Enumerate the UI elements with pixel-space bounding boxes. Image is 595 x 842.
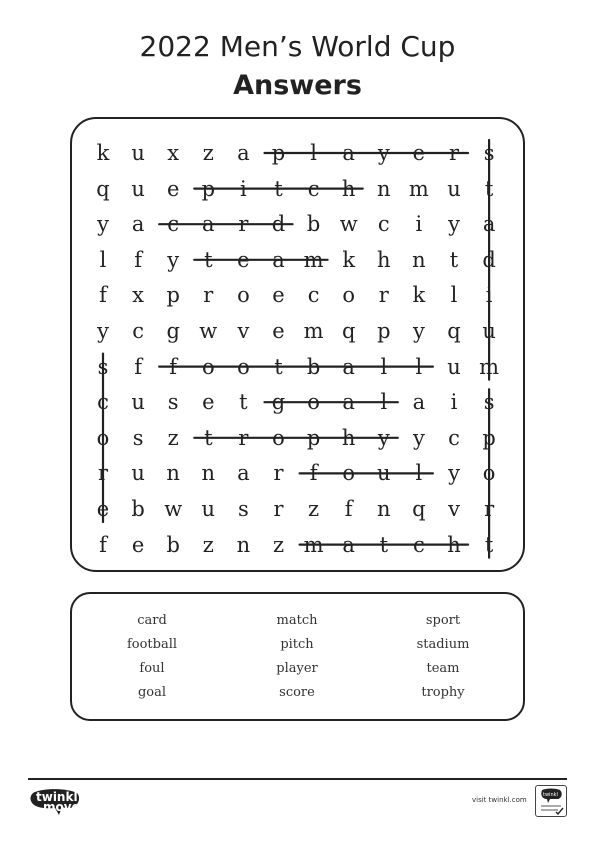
word-list-item: goal	[137, 685, 167, 700]
grid-letter: a	[237, 461, 250, 486]
grid-letter: z	[202, 141, 214, 165]
grid-letter: q	[341, 319, 356, 343]
grid-letter: p	[271, 141, 286, 165]
page-subtitle: Answers	[233, 70, 362, 101]
grid-letter: i	[415, 212, 423, 237]
badge-text: twinkl	[543, 792, 558, 798]
grid-letter: r	[484, 497, 495, 521]
grid-letter: s	[238, 497, 249, 521]
logo-text-bottom: move	[43, 800, 80, 814]
grid-letter: a	[272, 247, 285, 272]
grid-letter: y	[167, 247, 180, 272]
grid-letter: u	[482, 319, 496, 343]
site-url: visit twinkl.com	[472, 796, 527, 804]
grid-letter: t	[484, 176, 494, 201]
grid-letter: f	[344, 497, 353, 521]
grid-letter: y	[377, 141, 390, 165]
grid-letter: o	[482, 461, 496, 486]
grid-letter: g	[271, 390, 286, 415]
grid-letter: a	[482, 212, 496, 237]
grid-letter: i	[450, 390, 458, 415]
grid-letter: r	[378, 283, 389, 308]
grid-letter: h	[377, 247, 391, 272]
grid-letter: p	[201, 176, 216, 201]
grid-letter: t	[204, 247, 213, 272]
grid-letter: o	[96, 425, 110, 450]
word-list-item: player	[276, 661, 318, 676]
grid-letter: l	[99, 247, 107, 272]
grid-letter: o	[342, 461, 356, 486]
grid-letter: c	[307, 176, 320, 201]
grid-letter: y	[448, 461, 460, 486]
grid-letter: e	[166, 176, 180, 201]
grid-letter: n	[377, 176, 391, 201]
grid-letter: y	[97, 319, 109, 343]
grid-letter: x	[167, 141, 180, 165]
grid-letter: p	[482, 425, 496, 450]
grid-letter: w	[164, 497, 183, 521]
grid-letter: b	[131, 497, 145, 521]
grid-letter: z	[308, 497, 320, 521]
grid-letter: k	[96, 141, 110, 165]
word-list-box	[70, 592, 525, 721]
grid-letter: w	[199, 319, 218, 343]
grid-letter: u	[201, 497, 216, 521]
grid-letter: w	[339, 212, 358, 237]
word-list-item: score	[279, 685, 315, 700]
grid-letter: o	[342, 283, 356, 308]
grid-letter: a	[131, 212, 145, 237]
grid-letter: c	[167, 212, 180, 237]
grid-letter: a	[342, 354, 355, 379]
footer-divider	[28, 778, 567, 780]
grid-letter: i	[240, 176, 247, 201]
grid-letter: s	[97, 354, 109, 379]
grid-letter: e	[131, 532, 145, 557]
grid-letter: c	[307, 283, 320, 308]
grid-letter: k	[412, 283, 426, 308]
grid-letter: n	[377, 497, 391, 521]
grid-letter: z	[167, 425, 179, 450]
grid-letter: s	[483, 390, 495, 415]
grid-letter: e	[412, 141, 426, 165]
grid-letter: n	[166, 461, 180, 486]
quality-badge	[535, 785, 567, 817]
grid-letter: u	[377, 461, 391, 486]
word-list-item: football	[126, 637, 178, 652]
grid-letter: q	[96, 176, 110, 201]
grid-letter: n	[201, 461, 216, 486]
grid-letter: a	[342, 390, 355, 415]
grid-letter: q	[412, 497, 426, 521]
grid-letter: h	[341, 176, 356, 201]
grid-letter: t	[274, 176, 283, 201]
grid-letter: l	[415, 354, 423, 379]
grid-letter: y	[97, 212, 109, 237]
grid-letter: l	[310, 141, 317, 165]
grid-letter: t	[379, 532, 389, 557]
grid-letter: o	[201, 354, 215, 379]
grid-letter: p	[377, 319, 391, 343]
grid-letter: o	[237, 283, 250, 308]
grid-letter: s	[483, 141, 495, 165]
twinkl-move-logo	[29, 788, 81, 818]
grid-letter: r	[97, 461, 109, 486]
grid-letter: e	[272, 319, 285, 343]
grid-letter: f	[134, 247, 142, 272]
grid-letter: e	[237, 247, 250, 272]
grid-letter: f	[169, 354, 178, 379]
grid-letter: f	[134, 354, 142, 379]
grid-letter: t	[239, 390, 248, 415]
grid-letter: p	[306, 425, 321, 450]
grid-letter: l	[380, 354, 388, 379]
word-list-item: match	[276, 613, 318, 628]
grid-letter: c	[413, 532, 425, 557]
grid-letter: a	[202, 212, 215, 237]
grid-letter: c	[97, 390, 109, 415]
grid-letter: v	[237, 319, 250, 343]
grid-letter: a	[237, 141, 250, 165]
grid-letter: y	[412, 425, 425, 450]
grid-letter: l	[415, 461, 423, 486]
grid-letter: h	[447, 532, 461, 557]
grid-letter: e	[272, 283, 285, 308]
grid-letter: f	[309, 461, 318, 486]
grid-letter: f	[99, 283, 107, 308]
grid-letter: e	[96, 497, 110, 521]
grid-letter: x	[132, 283, 145, 308]
grid-letter: b	[306, 212, 321, 237]
grid-letter: i	[485, 283, 493, 308]
grid-letter: n	[236, 532, 251, 557]
grid-letter: m	[303, 319, 324, 343]
page-title: 2022 Men’s World Cup	[139, 30, 456, 63]
grid-letter: n	[412, 247, 426, 272]
grid-letter: z	[202, 532, 214, 557]
grid-letter: s	[132, 425, 144, 450]
grid-letter: l	[380, 390, 388, 415]
grid-letter: r	[448, 141, 460, 165]
word-list-item: pitch	[280, 637, 314, 652]
grid-letter: t	[449, 247, 459, 272]
word-list-item: stadium	[416, 637, 470, 652]
grid-letter: r	[238, 425, 249, 450]
grid-letter: y	[448, 212, 460, 237]
grid-letter: o	[237, 354, 250, 379]
grid-letter: m	[303, 247, 324, 272]
grid-letter: m	[303, 532, 324, 557]
grid-letter: a	[342, 532, 355, 557]
word-list-item: team	[426, 661, 460, 676]
grid-letter: u	[131, 390, 145, 415]
grid-letter: u	[131, 461, 145, 486]
grid-letter: k	[342, 247, 356, 272]
grid-letter: q	[447, 319, 461, 343]
grid-letter: o	[272, 425, 285, 450]
grid-letter: o	[307, 390, 320, 415]
wordsearch-grid	[70, 117, 525, 572]
grid-letter: e	[202, 390, 215, 415]
grid-letter: d	[271, 212, 286, 237]
grid-letter: f	[99, 532, 107, 557]
grid-letter: b	[166, 532, 180, 557]
grid-letter: m	[479, 354, 500, 379]
grid-letter: c	[448, 425, 460, 450]
grid-letter: y	[377, 425, 390, 450]
word-list-item: trophy	[421, 685, 465, 700]
grid-letter: u	[447, 354, 461, 379]
grid-letter: g	[166, 319, 180, 343]
grid-letter: s	[167, 390, 179, 415]
grid-letter: r	[238, 212, 249, 237]
grid-letter: a	[342, 141, 355, 165]
grid-letter: l	[450, 283, 458, 308]
grid-letter: t	[484, 532, 494, 557]
grid-letter: p	[166, 283, 180, 308]
grid-letter: v	[448, 497, 460, 521]
grid-letter: u	[447, 176, 461, 201]
logo-text-top: twinkl	[36, 790, 78, 804]
grid-letter: r	[273, 461, 284, 486]
grid-letter: t	[204, 425, 213, 450]
grid-letter: a	[412, 390, 426, 415]
word-list-item: foul	[139, 661, 165, 676]
grid-letter: m	[408, 176, 429, 201]
grid-letter: y	[412, 319, 425, 343]
grid-letter: r	[273, 497, 284, 521]
grid-letter: c	[377, 212, 390, 237]
word-list-item: card	[137, 613, 167, 628]
badge-icon	[536, 786, 566, 816]
word-list-item: sport	[425, 613, 461, 628]
grid-letter: d	[482, 247, 496, 272]
grid-letter: u	[131, 176, 145, 201]
grid-letter: t	[274, 354, 283, 379]
grid-letter: r	[203, 283, 214, 308]
grid-letter: z	[272, 532, 285, 557]
grid-letter: h	[341, 425, 356, 450]
grid-letter: u	[131, 141, 145, 165]
grid-letter: c	[132, 319, 144, 343]
grid-letter: b	[306, 354, 321, 379]
